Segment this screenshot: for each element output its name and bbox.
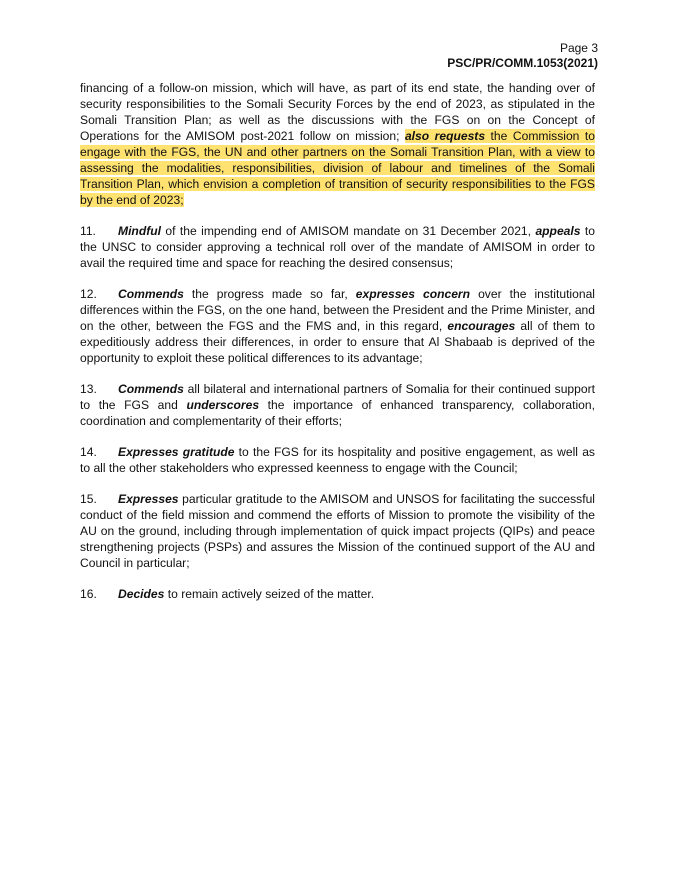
operative-keyword: appeals (535, 224, 581, 238)
operative-keyword: expresses concern (355, 287, 471, 301)
paragraph-number: 13. (80, 382, 97, 396)
paragraph-text: over the institutional differences within the FGS, on the one hand, between the President and the Prime Minister, and on the other, between the FGS and the FMS and, in this regard, (80, 287, 595, 333)
paragraph-text: to the FGS for its hospitality and positive engagement, as well as to all the other stakeholders who expressed keenness to engage with the Council; (80, 445, 595, 475)
paragraph-text: the importance of enhanced transparency, collaboration, coordination and complementarity of their efforts; (80, 398, 595, 428)
paragraph-text: the Commission to engage with the FGS, the UN and other partners on the Somali Transition Plan, with a view to assessing the modalities, responsibilities, division of labour and timelines of the Somali Transition Plan, which envision a completion of transition of security responsibilities to the FGS by the end of 2023; (80, 129, 595, 207)
operative-keyword: Commends (118, 382, 184, 396)
operative-keyword: Decides (118, 587, 165, 601)
paragraph-11 (80, 223, 595, 271)
paragraph-number: 15. (80, 492, 97, 506)
document-body (80, 80, 595, 617)
paragraph-text: financing of a follow-on mission, which will have, as part of its end state, the handing over of security responsibilities to the Somali Security Forces by the end of 2023, as stipulated in the Somali Transition Plan; as well as the discussions with the FGS on on the Concept of Operations for the AMISOM post-2021 follow on mission; (80, 81, 595, 143)
paragraph-text: of the impending end of AMISOM mandate on 31 December 2021, (160, 224, 536, 238)
paragraph-10-continued (80, 80, 595, 208)
operative-keyword: underscores (186, 398, 260, 412)
paragraph-15 (80, 491, 595, 571)
page-number: Page 3 (559, 41, 598, 55)
paragraph-text: to the UNSC to consider approving a technical roll over of the mandate of AMISOM in order to avail the required time and space for reaching the desired consensus; (80, 224, 595, 270)
operative-keyword: Expresses (118, 492, 179, 506)
paragraph-number: 16. (80, 587, 97, 601)
operative-keyword: also requests (404, 129, 486, 143)
paragraph-14 (80, 444, 595, 476)
paragraph-text: all bilateral and international partners of Somalia for their continued support to the FGS and (80, 382, 595, 412)
operative-keyword: encourages (447, 319, 516, 333)
paragraph-text: to remain actively seized of the matter. (164, 587, 375, 601)
document-reference: PSC/PR/COMM.1053(2021) (447, 56, 598, 70)
paragraph-16 (80, 586, 595, 602)
paragraph-12 (80, 286, 595, 366)
paragraph-number: 14. (80, 445, 97, 459)
paragraph-text: the progress made so far, (183, 287, 356, 301)
paragraph-text: all of them to expeditiously address their differences, in order to ensure that Al Shabaab is deprived of the opportunity to exploit these political differences to its advantage; (80, 319, 595, 365)
paragraph-number: 12. (80, 287, 97, 301)
paragraph-text: particular gratitude to the AMISOM and UNSOS for facilitating the successful conduct of the field mission and commend the efforts of Mission to promote the visibility of the AU on the ground, including through implementation of quick impact projects (QIPs) and peace strengthening projects (PSPs) and assures the Mission of the continued support of the AU and Council in particular; (80, 492, 595, 570)
operative-keyword: Commends (118, 287, 184, 301)
paragraph-13 (80, 381, 595, 429)
page-header (447, 41, 598, 71)
operative-keyword: Expresses gratitude (118, 445, 235, 459)
paragraph-number: 11. (80, 224, 96, 238)
operative-keyword: Mindful (118, 224, 161, 238)
